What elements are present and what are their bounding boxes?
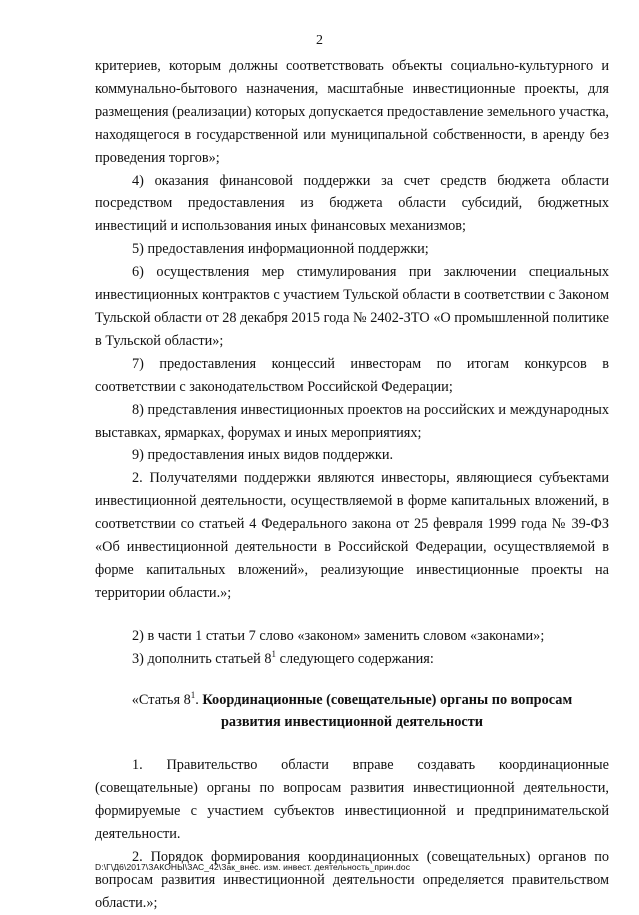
paragraph-recipients: 2. Получателями поддержки являются инвесторы, являющиеся субъектами инвестиционной деятельности, осуществляемой в форме капитальных вложений, в соответствии со статьей 4 Федерального закона от 25 февраля 1999 года № 39-ФЗ «Об инвестиционной деятельности в Российской Федерации, осуществляемой в форме капитальных вложений», реализующие инвестиционные проекты на территории области.»; (95, 470, 609, 601)
article-heading: «Статья $8^1$. Координационные (совещательные) органы по вопросам (131, 689, 573, 708)
list-item-5: 5) предоставления информационной поддержки; (132, 241, 429, 258)
paragraph-continuation: критериев, которым должны соответствовать объекты социально-культурного и коммунально-бытового назначения, масштабные инвестиционные проекты, для размещения (реализации) которых допускается предоставление земельного участка, находящегося в государственной или муниципальной собственности, в аренду без проведения торгов»; (95, 58, 609, 166)
list-item-4: 4) оказания финансовой поддержки за счет средств бюджета области посредством предоставления из бюджета области субсидий, бюджетных инвестиций и использования иных финансовых механизмов; (95, 172, 609, 235)
list-item-8: 8) представления инвестиционных проектов на российских и международных выставках, ярмарках, форумах и иных мероприятиях; (95, 401, 609, 441)
article-clause-2: 2. Порядок формирования координационных (совещательных) органов по вопросам развития инвестиционной деятельности определяется правительством области.»; (95, 849, 609, 911)
document-body (95, 55, 609, 915)
list-item-7: 7) предоставления концессий инвесторам по итогам конкурсов в соответствии с законодательством Российской Федерации; (95, 355, 609, 395)
list-item-6: 6) осуществления мер стимулирования при заключении специальных инвестиционных контрактов с участием Тульской области в соответствии с Законом Тульской области от 28 декабря 2015 года № 2402-ЗТО «О промышленной политике в Тульской области»; (95, 264, 609, 349)
amendment-3: 3) дополнить статьей $8^1$ следующего содержания: (132, 648, 434, 667)
amendment-2: 2) в части 1 статьи 7 слово «законом» заменить словом «законами»; (132, 627, 545, 644)
article-clause-1: 1. Правительство области вправе создавать координационные (совещательные) органы по вопросам развития инвестиционной деятельности, формируемые с участием субъектов инвестиционной и предпринимательской деятельности. (95, 757, 609, 843)
list-item-9: 9) предоставления иных видов поддержки. (132, 447, 394, 464)
page-number: 2 (316, 33, 323, 48)
file-path-footer: D:\Г\Д6\2017\ЗАКОНЫ\ЗАС_42\Зак_внес. изм. инвест. деятельность_прин.doc (95, 862, 411, 872)
article-heading-line2: развития инвестиционной деятельности (220, 714, 483, 731)
